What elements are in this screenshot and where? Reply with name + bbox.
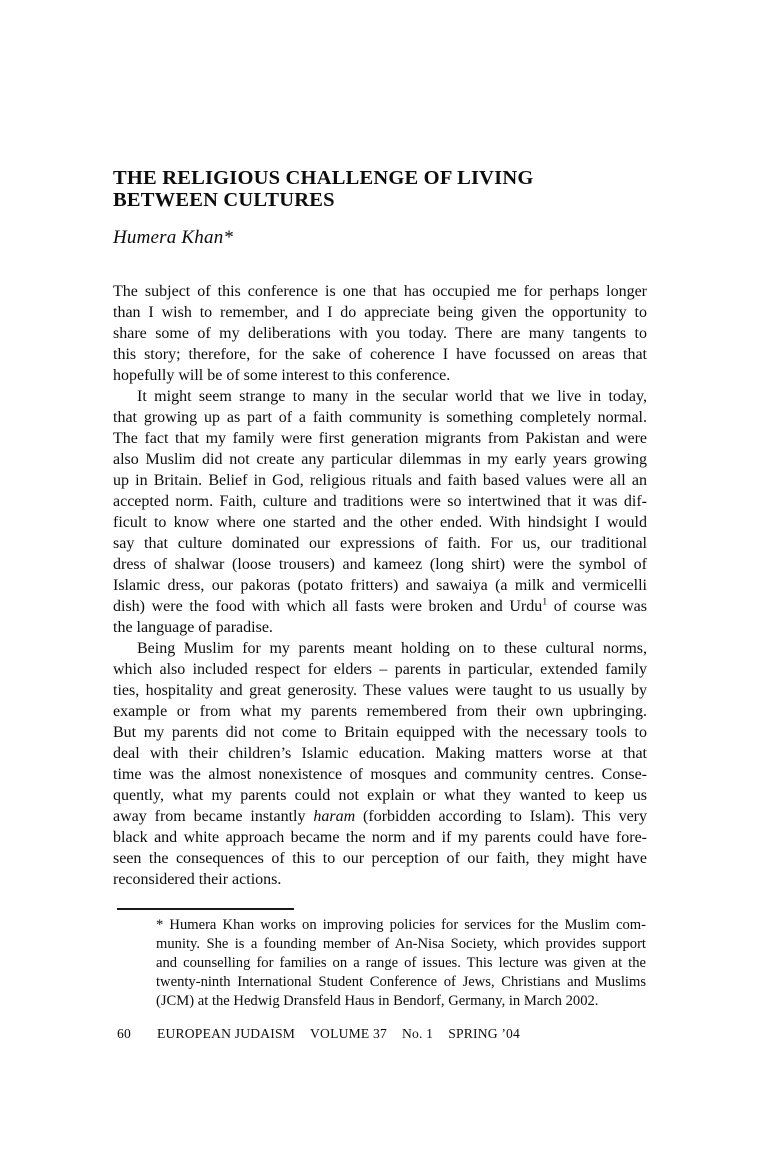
text-line: hopefully will be of some interest to this conference. bbox=[113, 367, 451, 384]
article-title bbox=[113, 167, 653, 211]
journal-name: EUROPEAN JUDAISM bbox=[157, 1026, 296, 1041]
text-line: * Humera Khan works on improving policies for services for the Muslim com- bbox=[156, 917, 646, 933]
author-byline: Humera Khan* bbox=[113, 227, 234, 248]
text-line: say that culture dominated our expressions of faith. For us, our traditional bbox=[113, 535, 647, 552]
volume-label: VOLUME 37 bbox=[310, 1026, 387, 1041]
text-line: The fact that my family were first generation migrants from Pakistan and were bbox=[113, 430, 647, 447]
text-line: But my parents did not come to Britain equipped with the necessary tools to bbox=[113, 724, 647, 741]
text-line: munity. She is a founding member of An-Nisa Society, which provides support bbox=[156, 936, 646, 952]
text-line: that growing up as part of a faith community is something completely normal. bbox=[113, 409, 647, 426]
article-title-line-1: THE RELIGIOUS CHALLENGE OF LIVING bbox=[113, 167, 534, 189]
text-line: reconsidered their actions. bbox=[113, 871, 282, 888]
footnote-separator bbox=[117, 908, 294, 910]
text-line: the language of paradise. bbox=[113, 619, 273, 636]
text-line: quently, what my parents could not explain or what they wanted to keep us bbox=[113, 787, 647, 804]
text-line: away from became instantly haram (forbidden according to Islam). This very bbox=[113, 808, 647, 825]
footnote bbox=[156, 916, 646, 1011]
text-line: ficult to know where one started and the other ended. With hindsight I would bbox=[113, 514, 647, 531]
paragraph bbox=[113, 386, 647, 638]
text-line: up in Britain. Belief in God, religious rituals and faith based values were all an bbox=[113, 472, 647, 489]
page-number: 60 bbox=[117, 1026, 131, 1041]
paragraph bbox=[113, 281, 647, 386]
text-line: seen the consequences of this to our perception of our faith, they might have bbox=[113, 850, 647, 867]
text-line: share some of my deliberations with you today. There are many tangents to bbox=[113, 325, 647, 342]
page-footer bbox=[117, 1026, 520, 1042]
paragraph bbox=[113, 638, 647, 890]
paragraph bbox=[156, 916, 646, 1011]
article-body bbox=[113, 281, 647, 890]
text-line: dish) were the food with which all fasts were broken and Urdu$^1$ of course was bbox=[113, 596, 647, 615]
text-line: Being Muslim for my parents meant holding on to these cultural norms, bbox=[137, 640, 647, 657]
text-line: dress of shalwar (loose trousers) and kameez (long shirt) were the symbol of bbox=[113, 556, 647, 573]
text-line: twenty-ninth International Student Conference of Jews, Christians and Muslims bbox=[156, 974, 646, 990]
text-line: example or from what my parents remembered from their own upbringing. bbox=[113, 703, 647, 720]
text-line: time was the almost nonexistence of mosques and community centres. Conse- bbox=[113, 766, 647, 783]
text-line: ties, hospitality and great generosity. These values were taught to us usually by bbox=[113, 682, 647, 699]
text-line: this story; therefore, for the sake of coherence I have focussed on areas that bbox=[113, 346, 647, 363]
season-label: SPRING ’04 bbox=[448, 1026, 521, 1041]
text-line: also Muslim did not create any particular dilemmas in my early years growing bbox=[113, 451, 647, 468]
text-line: which also included respect for elders – parents in particular, extended family bbox=[113, 661, 647, 678]
article-title-line-2: BETWEEN CULTURES bbox=[113, 189, 335, 211]
text-line: deal with their children’s Islamic education. Making matters worse at that bbox=[113, 745, 647, 762]
text-line: It might seem strange to many in the secular world that we live in today, bbox=[137, 388, 647, 405]
issue-label: No. 1 bbox=[401, 1026, 434, 1041]
text-line: Islamic dress, our pakoras (potato fritters) and sawaiya (a milk and vermicelli bbox=[113, 577, 647, 594]
text-line: The subject of this conference is one that has occupied me for perhaps longer bbox=[113, 283, 647, 300]
text-line: (JCM) at the Hedwig Dransfeld Haus in Bendorf, Germany, in March 2002. bbox=[156, 993, 599, 1009]
text-line: than I wish to remember, and I do appreciate being given the opportunity to bbox=[113, 304, 647, 321]
text-line: black and white approach became the norm and if my parents could have fore- bbox=[113, 829, 647, 846]
text-line: and counselling for families on a range of issues. This lecture was given at the bbox=[156, 955, 646, 971]
text-line: accepted norm. Faith, culture and traditions were so intertwined that it was dif- bbox=[113, 493, 647, 510]
